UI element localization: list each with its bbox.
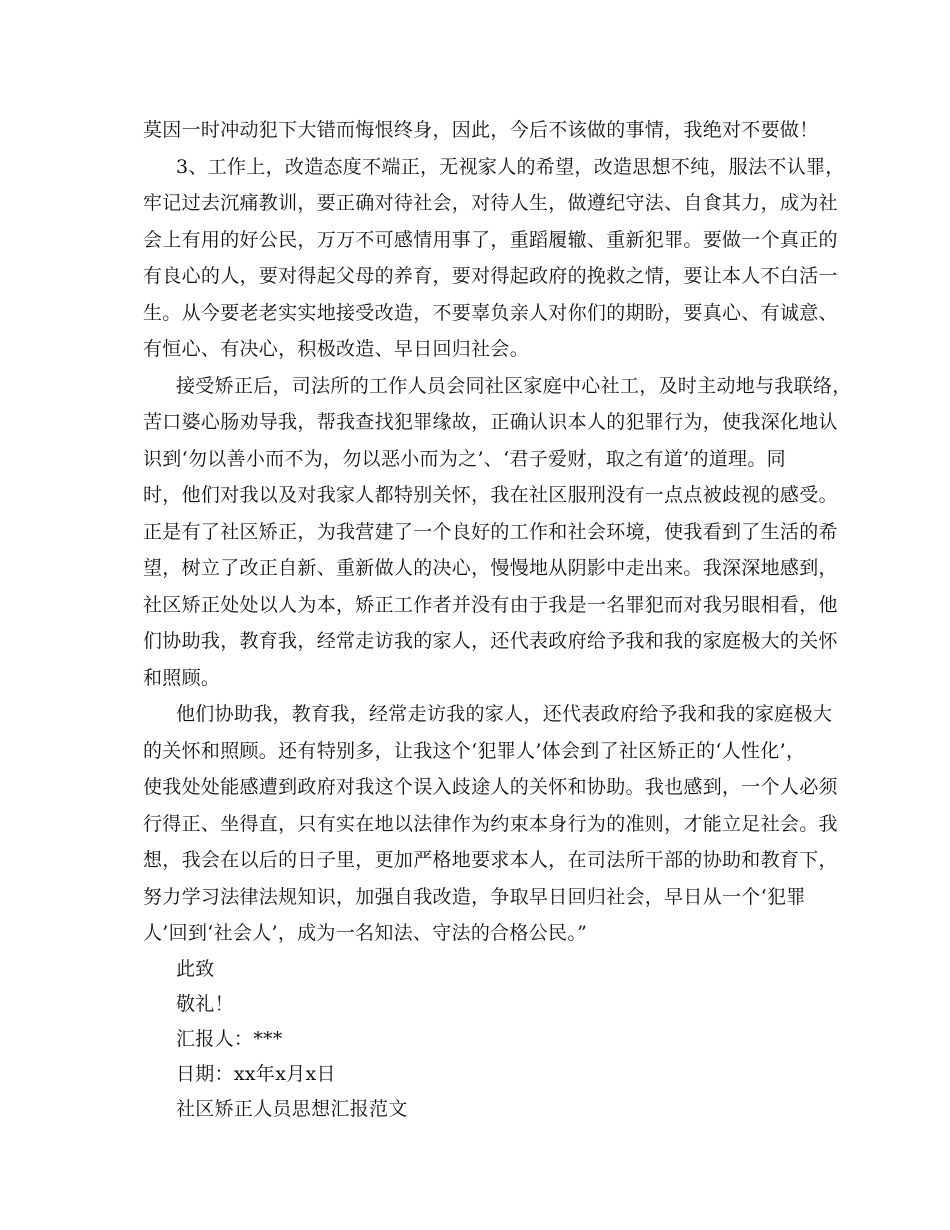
text-line: 望，树立了改正自新、重新做人的决心，慢慢地从阴影中走出来。我深深地感到， [143,557,838,579]
salutation-line-2: 敬礼！ [176,992,234,1015]
text-line: 莫因一时冲动犯下大错而悔恨终身，因此，今后不该做的事情，我绝对不要做！ [143,119,819,141]
reporter-line: 汇报人：*** [176,1027,283,1050]
date-line: 日期：xx年x月x日 [176,1062,336,1085]
paragraph-3 [143,696,838,952]
text-line: 正是有了社区矫正，为我营建了一个良好的工作和社会环境，使我看到了生活的希 [143,520,838,543]
text-line: 生。从今要老老实实地接受改造，不要辜负亲人对你们的期盼，要真心、有诚意、 [143,301,838,324]
text-line: 行得正、坐得直，只有实在地以法律作为约束本身行为的准则，才能立足社会。我 [143,812,838,835]
text-line: 社区矫正处处以人为本，矫正工作者并没有由于我是一名罪犯而对我另眼相看，他 [143,593,838,616]
text-line: 时，他们对我以及对我家人都特别关怀，我在社区服刑没有一点点被歧视的感受。 [143,484,838,506]
paragraph-1 [143,149,845,368]
text-line: 努力学习法律法规知识，加强自我改造，争取早日回归社会，早日从一个‘犯罪 [143,885,806,908]
text-line: 想，我会在以后的日子里，更加严格地要求本人，在司法所干部的协助和教育下， [143,849,838,871]
text-line: 人’回到‘社会人’，成为一名知法、守法的合格公民。” [143,922,588,944]
text-line: 有恒心、有决心，积极改造、早日回归社会。 [143,338,530,360]
text-line: 牢记过去沉痛教训，要正确对待社会，对待人生，做遵纪守法、自食其力，成为社 [143,192,838,214]
text-line: 的关怀和照顾。还有特别多，让我这个‘犯罪人’体会到了社区矫正的‘人性化’， [143,739,806,762]
text-line: 使我处处能感遭到政府对我这个误入歧途人的关怀和协助。我也感到，一个人必须 [143,776,838,798]
text-line: 有良心的人，要对得起父母的养育，要对得起政府的挽救之情，要让本人不白活一 [143,265,838,287]
text-line: 和照顾。 [143,666,221,689]
text-line: 会上有用的好公民，万万不可感情用事了，重蹈履辙、重新犯罪。要做一个真正的 [143,228,838,251]
text-line: 识到‘勿以善小而不为，勿以恶小而为之’、‘君子爱财，取之有道’的道理。同 [143,447,786,470]
document-page [143,112,852,1127]
text-line: 苦口婆心肠劝导我，帮我查找犯罪缘故，正确认识本人的犯罪行为，使我深化地认 [143,411,838,433]
text-line: 3、工作上，改造态度不端正，无视家人的希望，改造思想不纯，服法不认罪， [176,155,845,178]
text-line: 接受矫正后，司法所的工作人员会同社区家庭中心社工，及时主动地与我联络， [176,374,852,397]
text-line: 们协助我，教育我，经常走访我的家人，还代表政府给予我和我的家庭极大的关怀 [143,630,838,652]
paragraph-0 [143,112,823,149]
text-line: 他们协助我，教育我，经常走访我的家人，还代表政府给予我和我的家庭极大 [176,703,833,725]
closing-block [143,952,823,1127]
document-title-line: 社区矫正人员思想汇报范文 [176,1097,408,1120]
paragraph-2 [143,368,852,697]
salutation-line-1: 此致 [176,957,215,980]
